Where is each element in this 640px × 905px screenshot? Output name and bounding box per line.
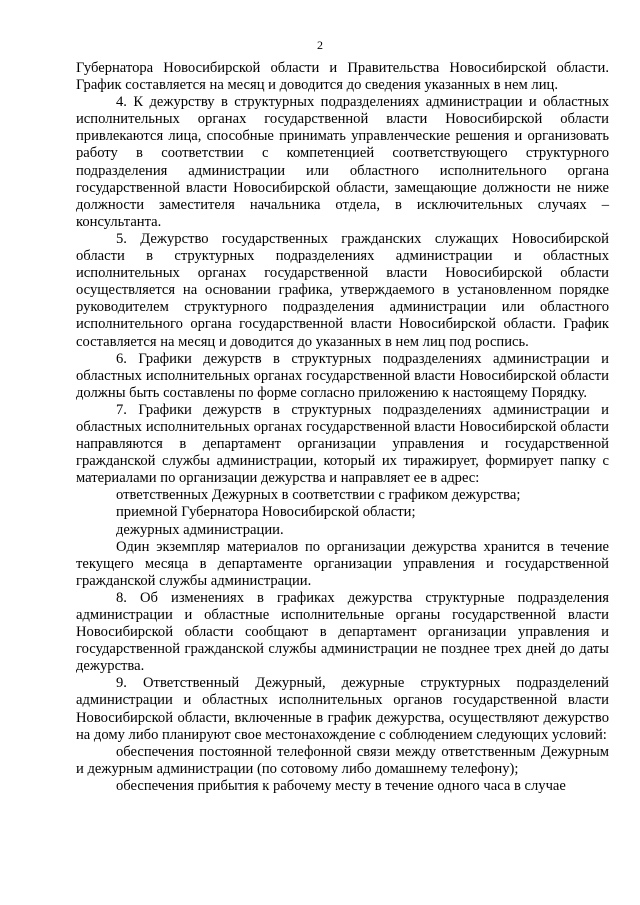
paragraph-9-condition-1: обеспечения постоянной телефонной связи между ответственным Дежурным и дежурным администрации (по сотовому либо домашнему телефону); [76,743,609,777]
paragraph-6: 6. Графики дежурств в структурных подразделениях администрации и областных исполнительных органах государственной власти Новосибирской области должны быть составлены по форме согласно приложению к настоящему Порядку. [76,350,609,401]
document-body [76,60,609,795]
paragraph-9-condition-2: обеспечения прибытия к рабочему месту в течение одного часа в случае [116,777,566,794]
paragraph-7-recipient-2: приемной Губернатора Новосибирской области; [116,504,416,521]
paragraph-9: 9. Ответственный Дежурный, дежурные структурных подразделений администрации и областных исполнительных органов государственной власти Новосибирской области, включенные в график дежурства, осуществляют дежурство на дому либо планируют свое местонахождение с соблюдением следующих условий: [76,675,609,743]
paragraph-7-storage: Один экземпляр материалов по организации дежурства хранится в течение текущего месяца в департаменте организации управления и государственной гражданской службы администрации. [76,538,609,589]
paragraph-7: 7. Графики дежурств в структурных подразделениях администрации и областных исполнительных органах государственной власти Новосибирской области направляются в департамент организации управления и государственной гражданской службы администрации, который их тиражирует, формирует папку с материалами по организации дежурства и направляет ее в адрес: [76,401,609,487]
paragraph-8: 8. Об изменениях в графиках дежурства структурные подразделения администрации и областные исполнительные органы государственной власти Новосибирской области сообщают в департамент организации управления и государственной гражданской службы администрации не позднее трех дней до даты дежурства. [76,589,609,675]
page-number: 2 [317,38,323,52]
paragraph-5: 5. Дежурство государственных гражданских служащих Новосибирской области в структурных подразделениях администрации и областных исполнительных органах государственной власти Новосибирской области осуществляется на основании графика, утверждаемого в установленном порядке руководителем структурного подразделения администрации или областного исполнительного органа государственной власти Новосибирской области. График составляется на месяц и доводится до указанных в нем лиц под роспись. [76,230,609,350]
paragraph-4: 4. К дежурству в структурных подразделениях администрации и областных исполнительных органах государственной власти Новосибирской области привлекаются лица, способные принимать управленческие решения и организовать работу в соответствии с компетенцией соответствующего структурного подразделения администрации или областного исполнительного органа государственной власти Новосибирской области, замещающие должности не ниже должности заместителя начальника отдела, в исключительных случаях – консультанта. [76,94,609,230]
paragraph-7-recipient-3: дежурных администрации. [116,521,284,538]
paragraph-continuation: Губернатора Новосибирской области и Правительства Новосибирской области. График составляется на месяц и доводится до сведения указанных в нем лиц. [76,60,609,94]
paragraph-7-recipient-1: ответственных Дежурных в соответствии с графиком дежурства; [116,487,521,504]
